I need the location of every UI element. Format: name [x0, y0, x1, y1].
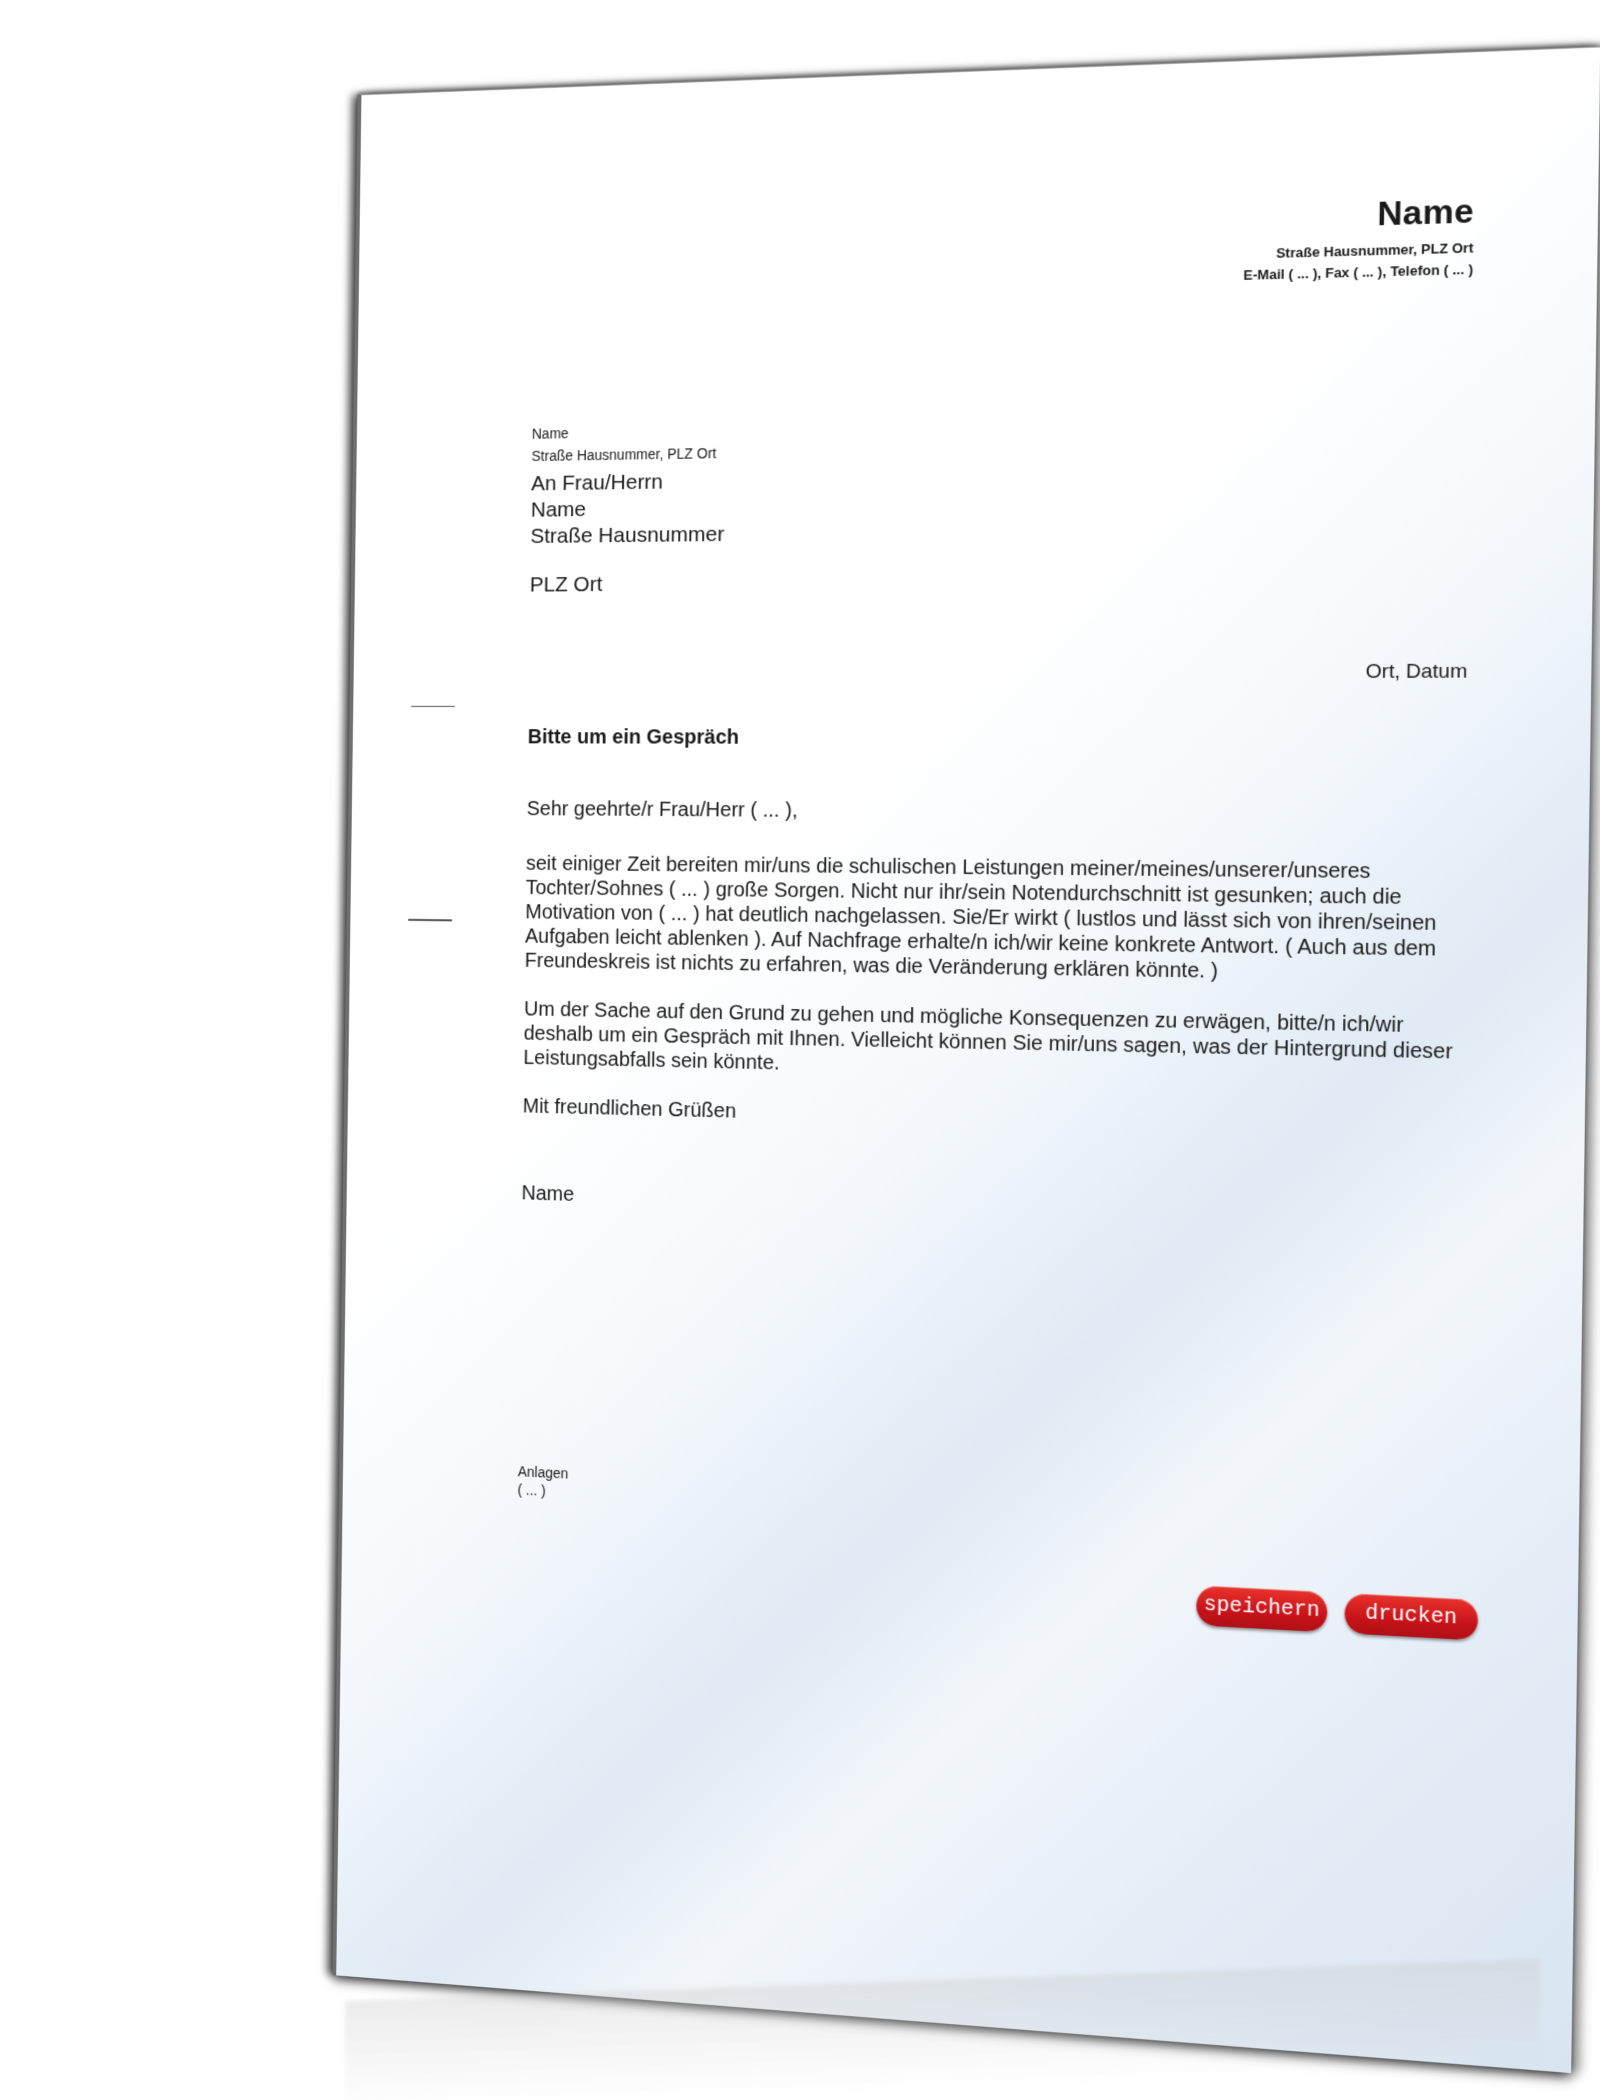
action-buttons: [1196, 1585, 1478, 1640]
fold-mark-upper: [411, 706, 455, 707]
return-address: [531, 419, 716, 467]
attachments-value: ( ... ): [517, 1481, 546, 1499]
punch-mark: [408, 919, 452, 922]
recipient-name: Name: [530, 497, 587, 522]
signature-name: Name: [521, 1182, 575, 1206]
attachments-block: [517, 1462, 568, 1501]
print-button[interactable]: drucken: [1344, 1593, 1478, 1641]
sender-block: [1243, 191, 1474, 286]
letter-sheet: [332, 46, 1600, 2073]
return-address-name: Name: [531, 424, 569, 442]
body-paragraph-1: seit einiger Zeit bereiten mir/uns die schulischen Leistungen meiner/meines/unserer/unseres Tochter/Sohnes ( ... ) große Sorgen. Nicht nur ihr/sein Notendurchschnitt ist gesunken; auch die Motivation von ( ... ) hat deutlich nachgelassen. Sie/Er wirkt ( lustlos und lässt sich von ihren/seinen Aufgaben leicht ablenken ). Auf Nachfrage erhalte/n ich/wir keine konkrete Antwort. ( Auch aus dem Freundeskreis ist nichts zu erfahren, was die Veränderung erklären könnte. ): [524, 852, 1437, 983]
recipient-plz-city: PLZ Ort: [529, 572, 603, 597]
letter-body: [521, 797, 1462, 1260]
closing: Mit freundlichen Grüßen: [522, 1095, 737, 1123]
save-button[interactable]: speichern: [1196, 1585, 1328, 1632]
subject-line: Bitte um ein Gespräch: [527, 726, 740, 749]
letter-sheet-wrapper: [332, 46, 1596, 2071]
recipient-salutation: An Frau/Herrn: [531, 470, 664, 496]
recipient-street: Straße Hausnummer: [530, 522, 725, 549]
return-address-line: Straße Hausnummer, PLZ Ort: [531, 444, 717, 465]
sender-contact: E-Mail ( ... ), Fax ( ... ), Telefon ( ... ): [1243, 261, 1474, 284]
body-paragraph-2: Um der Sache auf den Grund zu gehen und mögliche Konsequenzen zu erwägen, bitte/n ich/wir deshalb um ein Gespräch mit Ihnen. Vielleicht können Sie mir/uns sagen, was der Hintergrund dieser Leistungsabfalls sein könnte.: [523, 998, 1453, 1075]
sender-address: Straße Hausnummer, PLZ Ort: [1275, 239, 1474, 262]
greeting: Sehr geehrte/r Frau/Herr ( ... ),: [526, 797, 798, 822]
attachments-label: Anlagen: [517, 1463, 569, 1482]
place-date: Ort, Datum: [1365, 660, 1468, 684]
recipient-block: [530, 468, 726, 598]
sender-name: Name: [1376, 191, 1475, 233]
